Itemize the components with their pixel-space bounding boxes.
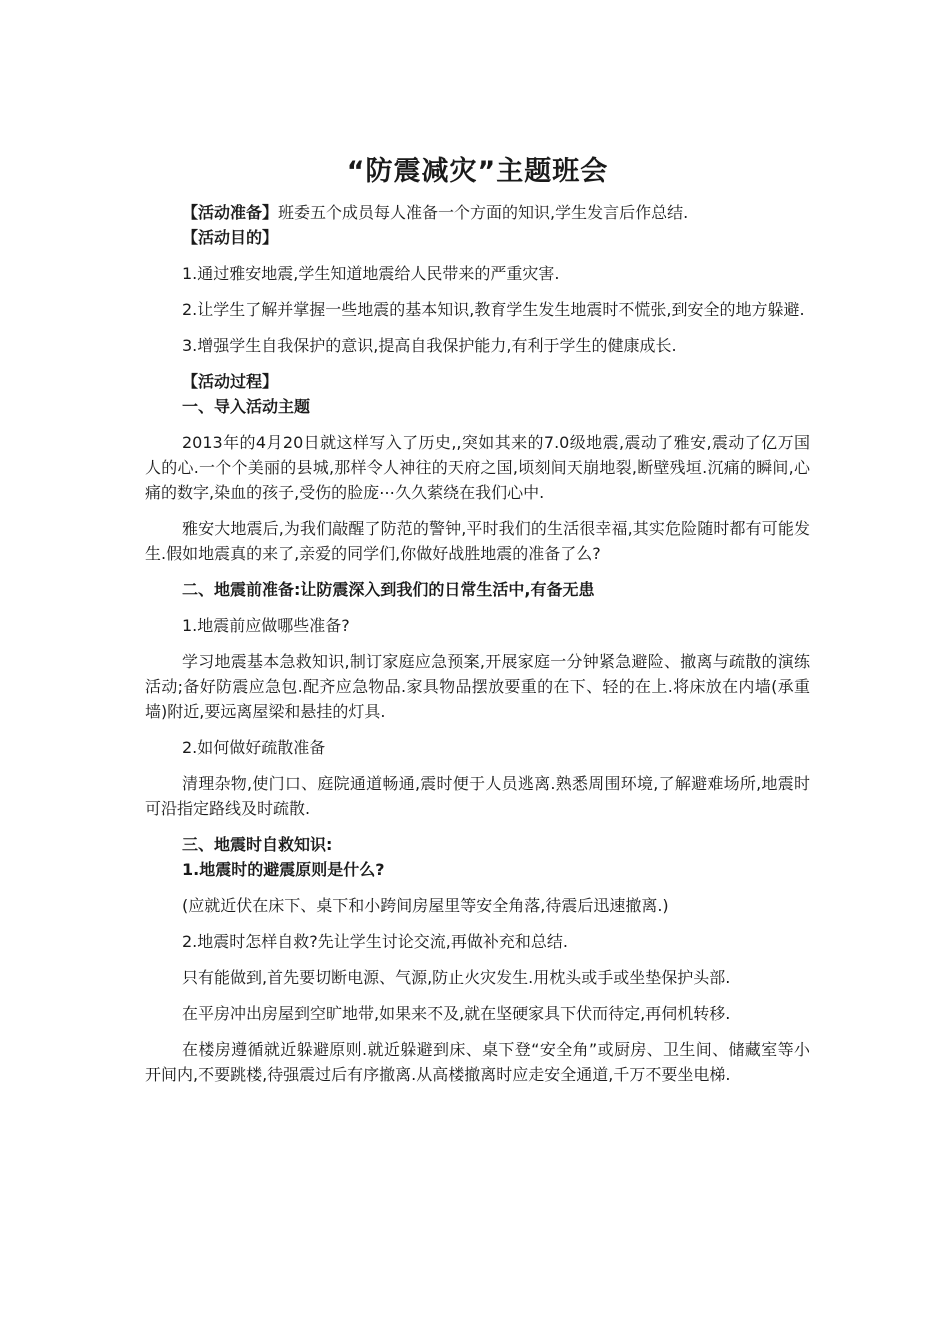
section-1-heading: 一、导入活动主题: [182, 397, 311, 416]
purpose-heading: 【活动目的】: [182, 228, 279, 247]
prep-text: 班委五个成员每人准备一个方面的知识,学生发言后作总结.: [278, 203, 689, 222]
intro-paragraph-1: 2013年的4月20日就这样写入了历史,,突如其来的7.0级地震,震动了雅安,震动了亿万国人的心.一个个美丽的县城,那样令人神往的天府之国,顷刻间天崩地裂,断壁残垣.沉痛的瞬间,心痛的数字,染血的孩子,受伤的脸庞⋯久久萦绕在我们心中.: [145, 433, 810, 502]
section-3-paragraph-2: 在平房冲出房屋到空旷地带,如果来不及,就在坚硬家具下伏而待定,再伺机转移.: [182, 1004, 731, 1023]
section-2-question-1: 1.地震前应做哪些准备?: [182, 616, 350, 635]
section-3-heading: 三、地震时自救知识:: [182, 835, 333, 854]
purpose-item-1: 1.通过雅安地震,学生知道地震给人民带来的严重灾害.: [182, 264, 560, 283]
document-title: “防震减灾”主题班会: [346, 156, 609, 187]
section-2-question-2: 2.如何做好疏散准备: [182, 738, 326, 757]
section-3-question-1: 1.地震时的避震原则是什么?: [182, 860, 385, 879]
section-3-answer-1: (应就近伏在床下、桌下和小跨间房屋里等安全角落,待震后迅速撤离.): [182, 896, 669, 915]
section-2-heading: 二、地震前准备:让防震深入到我们的日常生活中,有备无患: [182, 580, 595, 599]
section-3-paragraph-1: 只有能做到,首先要切断电源、气源,防止火灾发生.用枕头或手或坐垫保护头部.: [182, 968, 731, 987]
section-2-answer-2: 清理杂物,使门口、庭院通道畅通,震时便于人员逃离.熟悉周围环境,了解避难场所,地震时可沿指定路线及时疏散.: [145, 774, 810, 818]
purpose-item-3: 3.增强学生自我保护的意识,提高自我保护能力,有利于学生的健康成长.: [182, 336, 677, 355]
prep-paragraph: [145, 200, 810, 225]
section-3-question-2: 2.地震时怎样自救?先让学生讨论交流,再做补充和总结.: [182, 932, 568, 951]
purpose-item-2: 2.让学生了解并掌握一些地震的基本知识,教育学生发生地震时不慌张,到安全的地方躲避.: [182, 300, 805, 319]
section-3-paragraph-3: 在楼房遵循就近躲避原则.就近躲避到床、桌下登“安全角”或厨房、卫生间、储藏室等小开间内,不要跳楼,待强震过后有序撤离.从高楼撤离时应走安全通道,千万不要坐电梯.: [145, 1040, 810, 1084]
intro-paragraph-2: 雅安大地震后,为我们敲醒了防范的警钟,平时我们的生活很幸福,其实危险随时都有可能发生.假如地震真的来了,亲爱的同学们,你做好战胜地震的准备了么?: [145, 519, 810, 563]
prep-label: 【活动准备】: [182, 203, 279, 222]
document-page: [145, 152, 810, 1087]
section-2-answer-1: 学习地震基本急救知识,制订家庭应急预案,开展家庭一分钟紧急避险、撤离与疏散的演练活动;备好防震应急包.配齐应急物品.家具物品摆放要重的在下、轻的在上.将床放在内墙(承重墙)附近,要远离屋梁和悬挂的灯具.: [145, 652, 810, 721]
process-heading: 【活动过程】: [182, 372, 279, 391]
